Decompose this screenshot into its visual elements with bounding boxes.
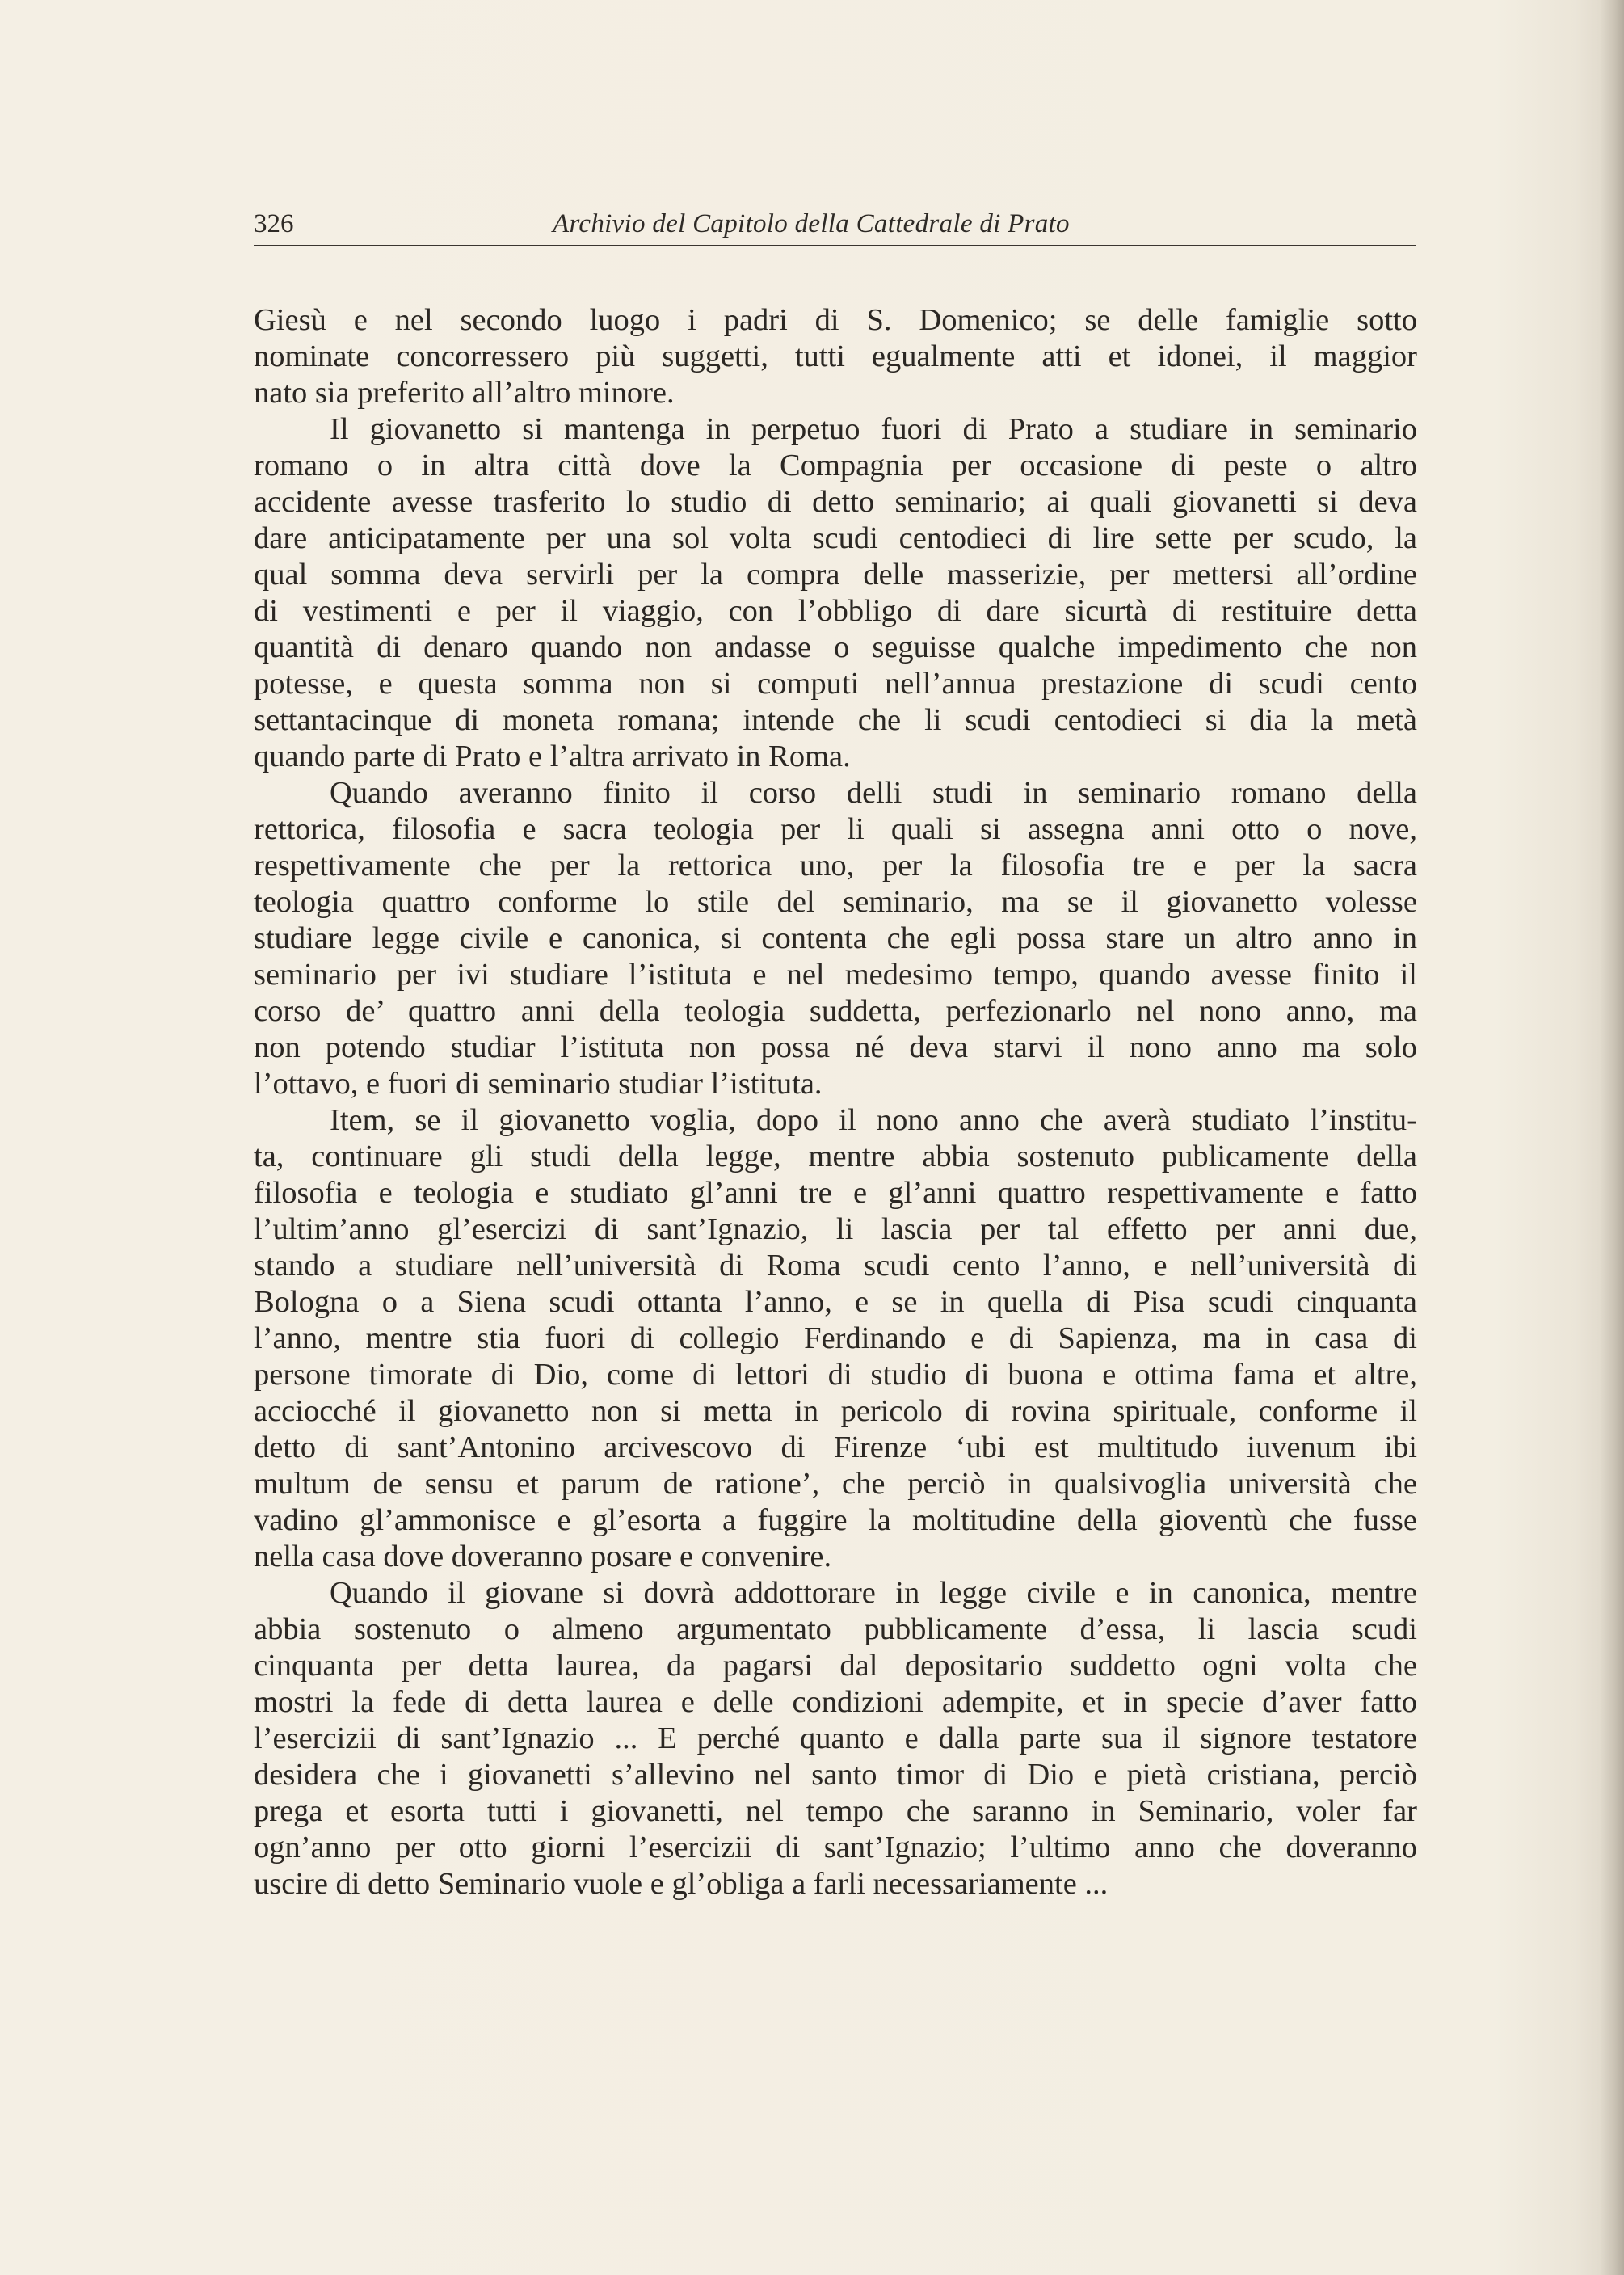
text-line: nella casa dove doveranno posare e convenire.	[254, 1540, 832, 1574]
text-line: corso de’ quattro anni della teologia suddetta, perfezionarlo nel nono anno, ma	[254, 994, 1417, 1028]
text-line: stando a studiare nell’università di Roma scudi cento l’anno, e nell’università di	[254, 1249, 1417, 1283]
text-line: Item, se il giovanetto voglia, dopo il nono anno che averà studiato l’institu-	[330, 1103, 1417, 1137]
page-number: 326	[254, 209, 294, 238]
text-line: abbia sostenuto o almeno argumentato pubblicamente d’essa, li lascia scudi	[254, 1612, 1417, 1646]
text-line: cinquanta per detta laurea, da pagarsi dal depositario suddetto ogni volta che	[254, 1649, 1417, 1683]
text-line: ta, continuare gli studi della legge, mentre abbia sostenuto publicamente della	[254, 1140, 1417, 1173]
text-line: nato sia preferito all’altro minore.	[254, 376, 675, 410]
text-line: respettivamente che per la rettorica uno, per la filosofia tre e per la sacra	[254, 849, 1417, 883]
running-header	[254, 208, 1416, 246]
text-line: dare anticipatamente per una sol volta scudi centodieci di lire sette per scudo, la	[254, 521, 1417, 555]
text-line: multum de sensu et parum de ratione’, che perciò in qualsivoglia università che	[254, 1467, 1417, 1501]
text-line: Giesù e nel secondo luogo i padri di S. Domenico; se delle famiglie sotto	[254, 303, 1417, 337]
text-line: Quando averanno finito il corso delli studi in seminario romano della	[330, 776, 1417, 810]
text-line: seminario per ivi studiare l’istituta e nel medesimo tempo, quando avesse finito il	[254, 958, 1417, 992]
text-line: l’esercizii di sant’Ignazio ... E perché quanto e dalla parte sua il signore testatore	[254, 1721, 1417, 1755]
text-line: potesse, e questa somma non si computi nell’annua prestazione di scudi cento	[254, 667, 1417, 701]
text-line: Bologna o a Siena scudi ottanta l’anno, e se in quella di Pisa scudi cinquanta	[254, 1285, 1417, 1319]
text-line: mostri la fede di detta laurea e delle condizioni adempite, et in specie d’aver fatto	[254, 1685, 1417, 1719]
text-line: uscire di detto Seminario vuole e gl’obliga a farli necessariamente ...	[254, 1867, 1109, 1901]
text-line: desidera che i giovanetti s’allevino nel santo timor di Dio e pietà cristiana, perciò	[254, 1758, 1417, 1792]
text-line: ogn’anno per otto giorni l’esercizii di sant’Ignazio; l’ultimo anno che doveranno	[254, 1831, 1417, 1864]
text-line: nominate concorressero più suggetti, tutti egualmente atti et idonei, il maggior	[254, 339, 1417, 373]
text-line: quando parte di Prato e l’altra arrivato in Roma.	[254, 739, 851, 773]
text-line: di vestimenti e per il viaggio, con l’obbligo di dare sicurtà di restituire detta	[254, 594, 1417, 628]
text-line: non potendo studiar l’istituta non possa né deva starvi il nono anno ma solo	[254, 1030, 1417, 1064]
text-line: qual somma deva servirli per la compra delle masserizie, per mettersi all’ordine	[254, 558, 1417, 592]
text-line: accidente avesse trasferito lo studio di detto seminario; ai quali giovanetti si deva	[254, 485, 1417, 519]
text-line: persone timorate di Dio, come di lettori di studio di buona e ottima fama et altre,	[254, 1358, 1417, 1392]
text-line: quantità di denaro quando non andasse o seguisse qualche impedimento che non	[254, 630, 1417, 664]
text-line: acciocché il giovanetto non si metta in pericolo di rovina spirituale, conforme il	[254, 1394, 1417, 1428]
text-line: Il giovanetto si mantenga in perpetuo fuori di Prato a studiare in seminario	[330, 412, 1417, 446]
page-edge-shadow	[1600, 0, 1624, 2275]
text-line: l’ultim’anno gl’esercizi di sant’Ignazio, li lascia per tal effetto per anni due,	[254, 1212, 1417, 1246]
running-title: Archivio del Capitolo della Cattedrale di Prato	[553, 209, 1070, 238]
text-line: romano o in altra città dove la Compagnia per occasione di peste o altro	[254, 449, 1417, 482]
text-line: settantacinque di moneta romana; intende che li scudi centodieci si dia la metà	[254, 703, 1417, 737]
text-line: detto di sant’Antonino arcivescovo di Firenze ‘ubi est multitudo iuvenum ibi	[254, 1430, 1417, 1464]
text-line: studiare legge civile e canonica, si contenta che egli possa stare un altro anno in	[254, 921, 1417, 955]
text-line: l’anno, mentre stia fuori di collegio Ferdinando e di Sapienza, ma in casa di	[254, 1321, 1417, 1355]
text-line: filosofia e teologia e studiato gl’anni tre e gl’anni quattro respettivamente e fatto	[254, 1176, 1417, 1210]
text-line: vadino gl’ammonisce e gl’esorta a fuggire la moltitudine della gioventù che fusse	[254, 1503, 1417, 1537]
text-line: Quando il giovane si dovrà addottorare in legge civile e in canonica, mentre	[330, 1576, 1417, 1610]
text-line: teologia quattro conforme lo stile del seminario, ma se il giovanetto volesse	[254, 885, 1417, 919]
text-line: rettorica, filosofia e sacra teologia per li quali si assegna anni otto o nove,	[254, 812, 1417, 846]
text-line: l’ottavo, e fuori di seminario studiar l’istituta.	[254, 1067, 823, 1101]
text-line: prega et esorta tutti i giovanetti, nel tempo che saranno in Seminario, voler far	[254, 1794, 1417, 1828]
body-text	[254, 302, 1417, 1902]
